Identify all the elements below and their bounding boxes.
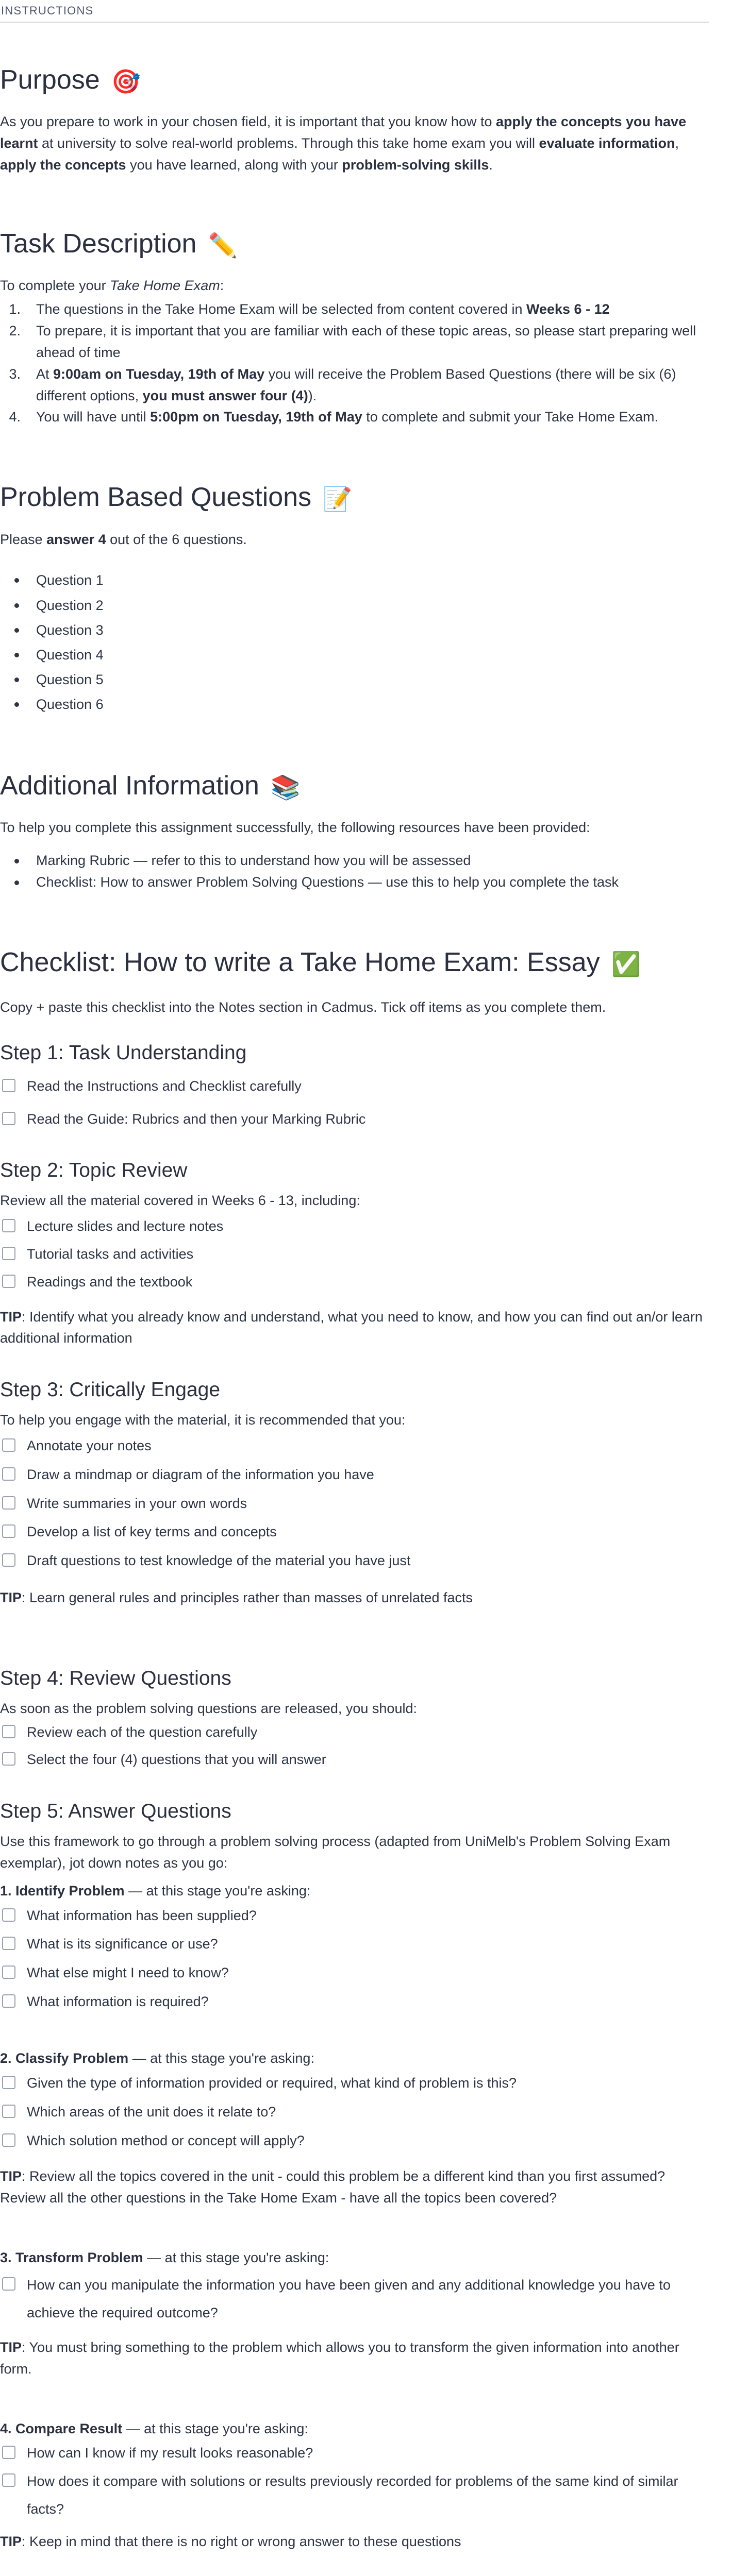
task-intro-b: Take Home Exam bbox=[110, 278, 220, 294]
task-intro-c: : bbox=[220, 278, 224, 294]
target-icon: 🎯 bbox=[111, 68, 141, 95]
tip-label: TIP bbox=[0, 2534, 22, 2550]
question-item: Question 3 bbox=[0, 618, 709, 642]
task-heading bbox=[0, 228, 709, 260]
purpose-section bbox=[0, 64, 709, 176]
pbq-section bbox=[0, 481, 709, 717]
checkbox[interactable] bbox=[2, 1994, 15, 2008]
list-bold: 9:00am on Tuesday, 19th of May bbox=[53, 366, 265, 382]
task-section bbox=[0, 228, 709, 428]
checkbox[interactable] bbox=[2, 1908, 15, 1922]
top-bar bbox=[0, 0, 709, 23]
checklist-item-label: Lecture slides and lecture notes bbox=[27, 1218, 224, 1234]
checklist-item-label: Draw a mindmap or diagram of the information you have bbox=[27, 1466, 374, 1482]
purpose-text-i: . bbox=[489, 157, 493, 173]
step1-heading: Step 1: Task Understanding bbox=[0, 1041, 247, 1064]
checkbox[interactable] bbox=[2, 2133, 15, 2147]
checklist-item[interactable] bbox=[0, 2073, 709, 2094]
checklist-item[interactable] bbox=[0, 1934, 709, 1955]
step3-intro: To help you engage with the material, it is recommended that you: bbox=[0, 1412, 406, 1428]
step4-intro: As soon as the problem solving questions are released, you should: bbox=[0, 1700, 417, 1716]
step5-sub1-heading bbox=[0, 1880, 709, 1902]
checklist-item-label: What else might I need to know? bbox=[27, 1965, 229, 1981]
checklist-item-label: How can you manipulate the information you have been given and any additional knowledge you have to achieve the required outcome? bbox=[27, 2277, 671, 2320]
purpose-text-c: at university to solve real-world problems. Through this take home exam you will bbox=[38, 135, 539, 151]
checklist-item[interactable] bbox=[0, 1216, 709, 1238]
pbq-intro-a: Please bbox=[0, 531, 47, 547]
step5-sub3-tip bbox=[0, 2337, 709, 2380]
checklist-item[interactable] bbox=[0, 1905, 709, 1927]
checklist-item[interactable] bbox=[0, 2443, 709, 2464]
info-section bbox=[0, 770, 709, 893]
checklist-item-label: Which areas of the unit does it relate to? bbox=[27, 2104, 276, 2120]
checkbox[interactable] bbox=[2, 2473, 15, 2487]
tip-text: : Learn general rules and principles rather than masses of unrelated facts bbox=[22, 1590, 473, 1606]
list-item bbox=[0, 364, 709, 407]
pbq-title: Problem Based Questions bbox=[0, 482, 312, 513]
checklist-item-label: What information has been supplied? bbox=[27, 1907, 257, 1923]
task-intro bbox=[0, 275, 709, 297]
tip-text: : Identify what you already know and understand, what you need to know, and how you can find out an/or learn additional information bbox=[0, 1309, 703, 1346]
checklist-item-label: Annotate your notes bbox=[27, 1437, 152, 1453]
step5-sub3-heading bbox=[0, 2247, 709, 2269]
list-number: 2. bbox=[9, 323, 21, 338]
tip-label: TIP bbox=[0, 1309, 22, 1325]
checklist-item[interactable] bbox=[0, 1749, 709, 1771]
checklist-item-label: Read the Guide: Rubrics and then your Marking Rubric bbox=[27, 1111, 366, 1127]
list-bold: 5:00pm on Tuesday, 19th of May bbox=[150, 409, 362, 425]
checkbox[interactable] bbox=[2, 1752, 15, 1766]
list-text: At bbox=[36, 366, 54, 382]
checkbox[interactable] bbox=[2, 1553, 15, 1567]
sub-label: 2. Classify Problem bbox=[0, 2050, 129, 2066]
purpose-text-e: , bbox=[675, 135, 679, 151]
checklist-item[interactable] bbox=[0, 1991, 709, 2013]
question-item: Question 2 bbox=[0, 593, 709, 618]
info-item: Marking Rubric — refer to this to understand how you will be assessed bbox=[0, 850, 709, 872]
tip-label: TIP bbox=[0, 2339, 22, 2355]
pbq-intro-c: out of the 6 questions. bbox=[106, 531, 247, 547]
checklist-item[interactable] bbox=[0, 1722, 709, 1743]
info-heading bbox=[0, 770, 709, 802]
step2-intro: Review all the material covered in Weeks 6 - 13, including: bbox=[0, 1193, 360, 1209]
checklist-item[interactable] bbox=[0, 1464, 709, 1486]
step5-sub2-heading bbox=[0, 2048, 709, 2070]
list-bold: Weeks 6 - 12 bbox=[526, 301, 610, 317]
checklist-item[interactable] bbox=[0, 2102, 709, 2123]
sub-label: 3. Transform Problem bbox=[0, 2250, 143, 2266]
checkbox[interactable] bbox=[2, 1965, 15, 1979]
checklist-item[interactable] bbox=[0, 1550, 709, 1572]
purpose-text-f: apply the concepts bbox=[0, 157, 126, 173]
checklist-item-label: Draft questions to test knowledge of the material you have just bbox=[27, 1553, 411, 1569]
purpose-text-a: As you prepare to work in your chosen field, it is important that you know how to bbox=[0, 114, 496, 130]
list-text: you will receive the Problem Based Questions (there will be six (6) different options, bbox=[36, 366, 676, 403]
question-item: Question 4 bbox=[0, 642, 709, 667]
step3-tip bbox=[0, 1587, 709, 1609]
question-list bbox=[0, 568, 709, 716]
step5-sub2-tip bbox=[0, 2166, 709, 2209]
pencil-icon: ✏️ bbox=[208, 231, 238, 259]
pbq-intro-b: answer 4 bbox=[46, 531, 106, 547]
checklist-item-label: How does it compare with solutions or results previously recorded for problems of the same kind of similar facts? bbox=[27, 2473, 678, 2517]
tip-label: TIP bbox=[0, 1590, 22, 1606]
checkbox[interactable] bbox=[2, 1937, 15, 1950]
sub-text: — at this stage you're asking: bbox=[124, 1883, 311, 1899]
checkbox[interactable] bbox=[2, 1524, 15, 1538]
checkbox[interactable] bbox=[2, 1467, 15, 1481]
sub-label: 1. Identify Problem bbox=[0, 1883, 125, 1899]
purpose-title: Purpose bbox=[0, 65, 100, 95]
tip-text: : You must bring something to the problem which allows you to transform the given information into another form. bbox=[0, 2339, 679, 2377]
tip-text: : Review all the topics covered in the unit - could this problem be a different kind than you first assumed? Review all the other questions in the Take Home Exam - have all the topics been covered? bbox=[0, 2168, 666, 2206]
list-number: 4. bbox=[9, 409, 21, 425]
checkbox[interactable] bbox=[2, 2277, 15, 2291]
step5-sub4-tip bbox=[0, 2531, 709, 2553]
checklist-item[interactable] bbox=[0, 1521, 709, 1543]
checklist-item[interactable] bbox=[0, 2467, 709, 2523]
checklist-item[interactable] bbox=[0, 1962, 709, 1984]
pbq-heading bbox=[0, 481, 709, 513]
checkbox[interactable] bbox=[2, 2076, 15, 2089]
checklist-item[interactable] bbox=[0, 1493, 709, 1515]
check-mark-icon: ✅ bbox=[611, 950, 641, 977]
task-intro-a: To complete your bbox=[0, 278, 110, 294]
question-item: Question 1 bbox=[0, 568, 709, 592]
list-item bbox=[0, 406, 709, 428]
checklist-item-label: Select the four (4) questions that you will answer bbox=[27, 1752, 326, 1768]
step2-tip bbox=[0, 1307, 709, 1350]
sub-text: — at this stage you're asking: bbox=[128, 2050, 314, 2066]
tip-text: : Keep in mind that there is no right or wrong answer to these questions bbox=[22, 2534, 461, 2550]
list-text: to complete and submit your Take Home Exam. bbox=[362, 409, 659, 425]
memo-icon: 📝 bbox=[323, 485, 353, 513]
pbq-intro bbox=[0, 529, 709, 551]
list-text: To prepare, it is important that you are familiar with each of these topic areas, so please start preparing well ahead of time bbox=[36, 323, 696, 360]
info-intro: To help you complete this assignment successfully, the following resources have been provided: bbox=[0, 820, 590, 836]
checklist-item[interactable] bbox=[0, 2271, 709, 2327]
purpose-paragraph bbox=[0, 111, 709, 176]
step5-heading: Step 5: Answer Questions bbox=[0, 1800, 231, 1823]
checklist-item-label: Tutorial tasks and activities bbox=[27, 1246, 194, 1262]
checklist-heading bbox=[0, 946, 709, 978]
checklist-item-label: How can I know if my result looks reasonable? bbox=[27, 2445, 313, 2461]
checklist-item[interactable] bbox=[0, 1244, 709, 1265]
list-item bbox=[0, 320, 709, 364]
checkbox[interactable] bbox=[2, 1219, 15, 1232]
checkbox[interactable] bbox=[2, 1725, 15, 1738]
list-number: 3. bbox=[9, 366, 21, 382]
tip-label: TIP bbox=[0, 2168, 22, 2184]
checklist-item-label: Write summaries in your own words bbox=[27, 1495, 247, 1511]
checklist-item-label: Which solution method or concept will apply? bbox=[27, 2132, 305, 2148]
checklist-item-label: Given the type of information provided or required, what kind of problem is this? bbox=[27, 2075, 517, 2091]
purpose-text-d: evaluate information bbox=[539, 135, 675, 151]
checklist-section bbox=[0, 946, 709, 2576]
list-number: 1. bbox=[9, 301, 21, 317]
sub-text: — at this stage you're asking: bbox=[122, 2420, 308, 2436]
step3-heading: Step 3: Critically Engage bbox=[0, 1379, 221, 1401]
sub-label: 4. Compare Result bbox=[0, 2420, 123, 2436]
list-text: The questions in the Take Home Exam will be selected from content covered in bbox=[36, 301, 526, 317]
checkbox[interactable] bbox=[2, 1247, 15, 1260]
checkbox[interactable] bbox=[2, 1496, 15, 1510]
sub-text: — at this stage you're asking: bbox=[143, 2250, 329, 2266]
checkbox[interactable] bbox=[2, 1275, 15, 1288]
purpose-heading bbox=[0, 64, 709, 96]
checklist-item-label: Develop a list of key terms and concepts bbox=[27, 1524, 277, 1540]
books-icon: 📚 bbox=[270, 773, 301, 801]
checklist-item-label: Read the Instructions and Checklist carefully bbox=[27, 1078, 302, 1094]
task-list bbox=[0, 299, 709, 428]
question-item: Question 6 bbox=[0, 692, 709, 717]
question-item: Question 5 bbox=[0, 667, 709, 692]
checklist-item[interactable] bbox=[0, 2130, 709, 2152]
checklist-item[interactable] bbox=[0, 1272, 709, 1293]
checklist-item[interactable] bbox=[0, 1076, 709, 1097]
checkbox[interactable] bbox=[2, 1079, 15, 1092]
purpose-text-b: apply the concepts you have learnt bbox=[0, 114, 687, 151]
info-list bbox=[0, 850, 709, 893]
checklist-item-label: Review each of the question carefully bbox=[27, 1724, 258, 1740]
step5-intro: Use this framework to go through a problem solving process (adapted from UniMelb's Problem Solving Exam exemplar), jot down notes as you go: bbox=[0, 1834, 671, 1871]
checkbox[interactable] bbox=[2, 2105, 15, 2118]
checklist-item[interactable] bbox=[0, 1435, 709, 1457]
instructions-label: INSTRUCTIONS bbox=[1, 4, 94, 17]
step2-heading: Step 2: Topic Review bbox=[0, 1159, 188, 1182]
info-title: Additional Information bbox=[0, 770, 259, 801]
checklist-intro: Copy + paste this checklist into the Notes section in Cadmus. Tick off items as you complete them. bbox=[0, 999, 606, 1015]
checklist-item-label: What information is required? bbox=[27, 1994, 209, 2010]
list-text: ). bbox=[308, 387, 317, 403]
info-item: Checklist: How to answer Problem Solving Questions — use this to help you complete the task bbox=[0, 872, 709, 893]
checklist-item-label: Readings and the textbook bbox=[27, 1274, 193, 1290]
checkbox[interactable] bbox=[2, 1112, 15, 1125]
task-title: Task Description bbox=[0, 228, 197, 259]
list-bold: you must answer four (4) bbox=[142, 387, 308, 403]
checkbox[interactable] bbox=[2, 2446, 15, 2459]
list-text: You will have until bbox=[36, 409, 151, 425]
checklist-item[interactable] bbox=[0, 1109, 709, 1130]
checklist-title: Checklist: How to write a Take Home Exam: Essay bbox=[0, 947, 600, 977]
purpose-text-g: you have learned, along with your bbox=[126, 157, 342, 173]
step5-sub4-heading bbox=[0, 2418, 709, 2440]
purpose-text-h: problem-solving skills bbox=[342, 157, 489, 173]
list-item bbox=[0, 299, 709, 320]
checklist-item-label: What is its significance or use? bbox=[27, 1936, 218, 1952]
step4-heading: Step 4: Review Questions bbox=[0, 1667, 231, 1689]
checkbox[interactable] bbox=[2, 1438, 15, 1452]
